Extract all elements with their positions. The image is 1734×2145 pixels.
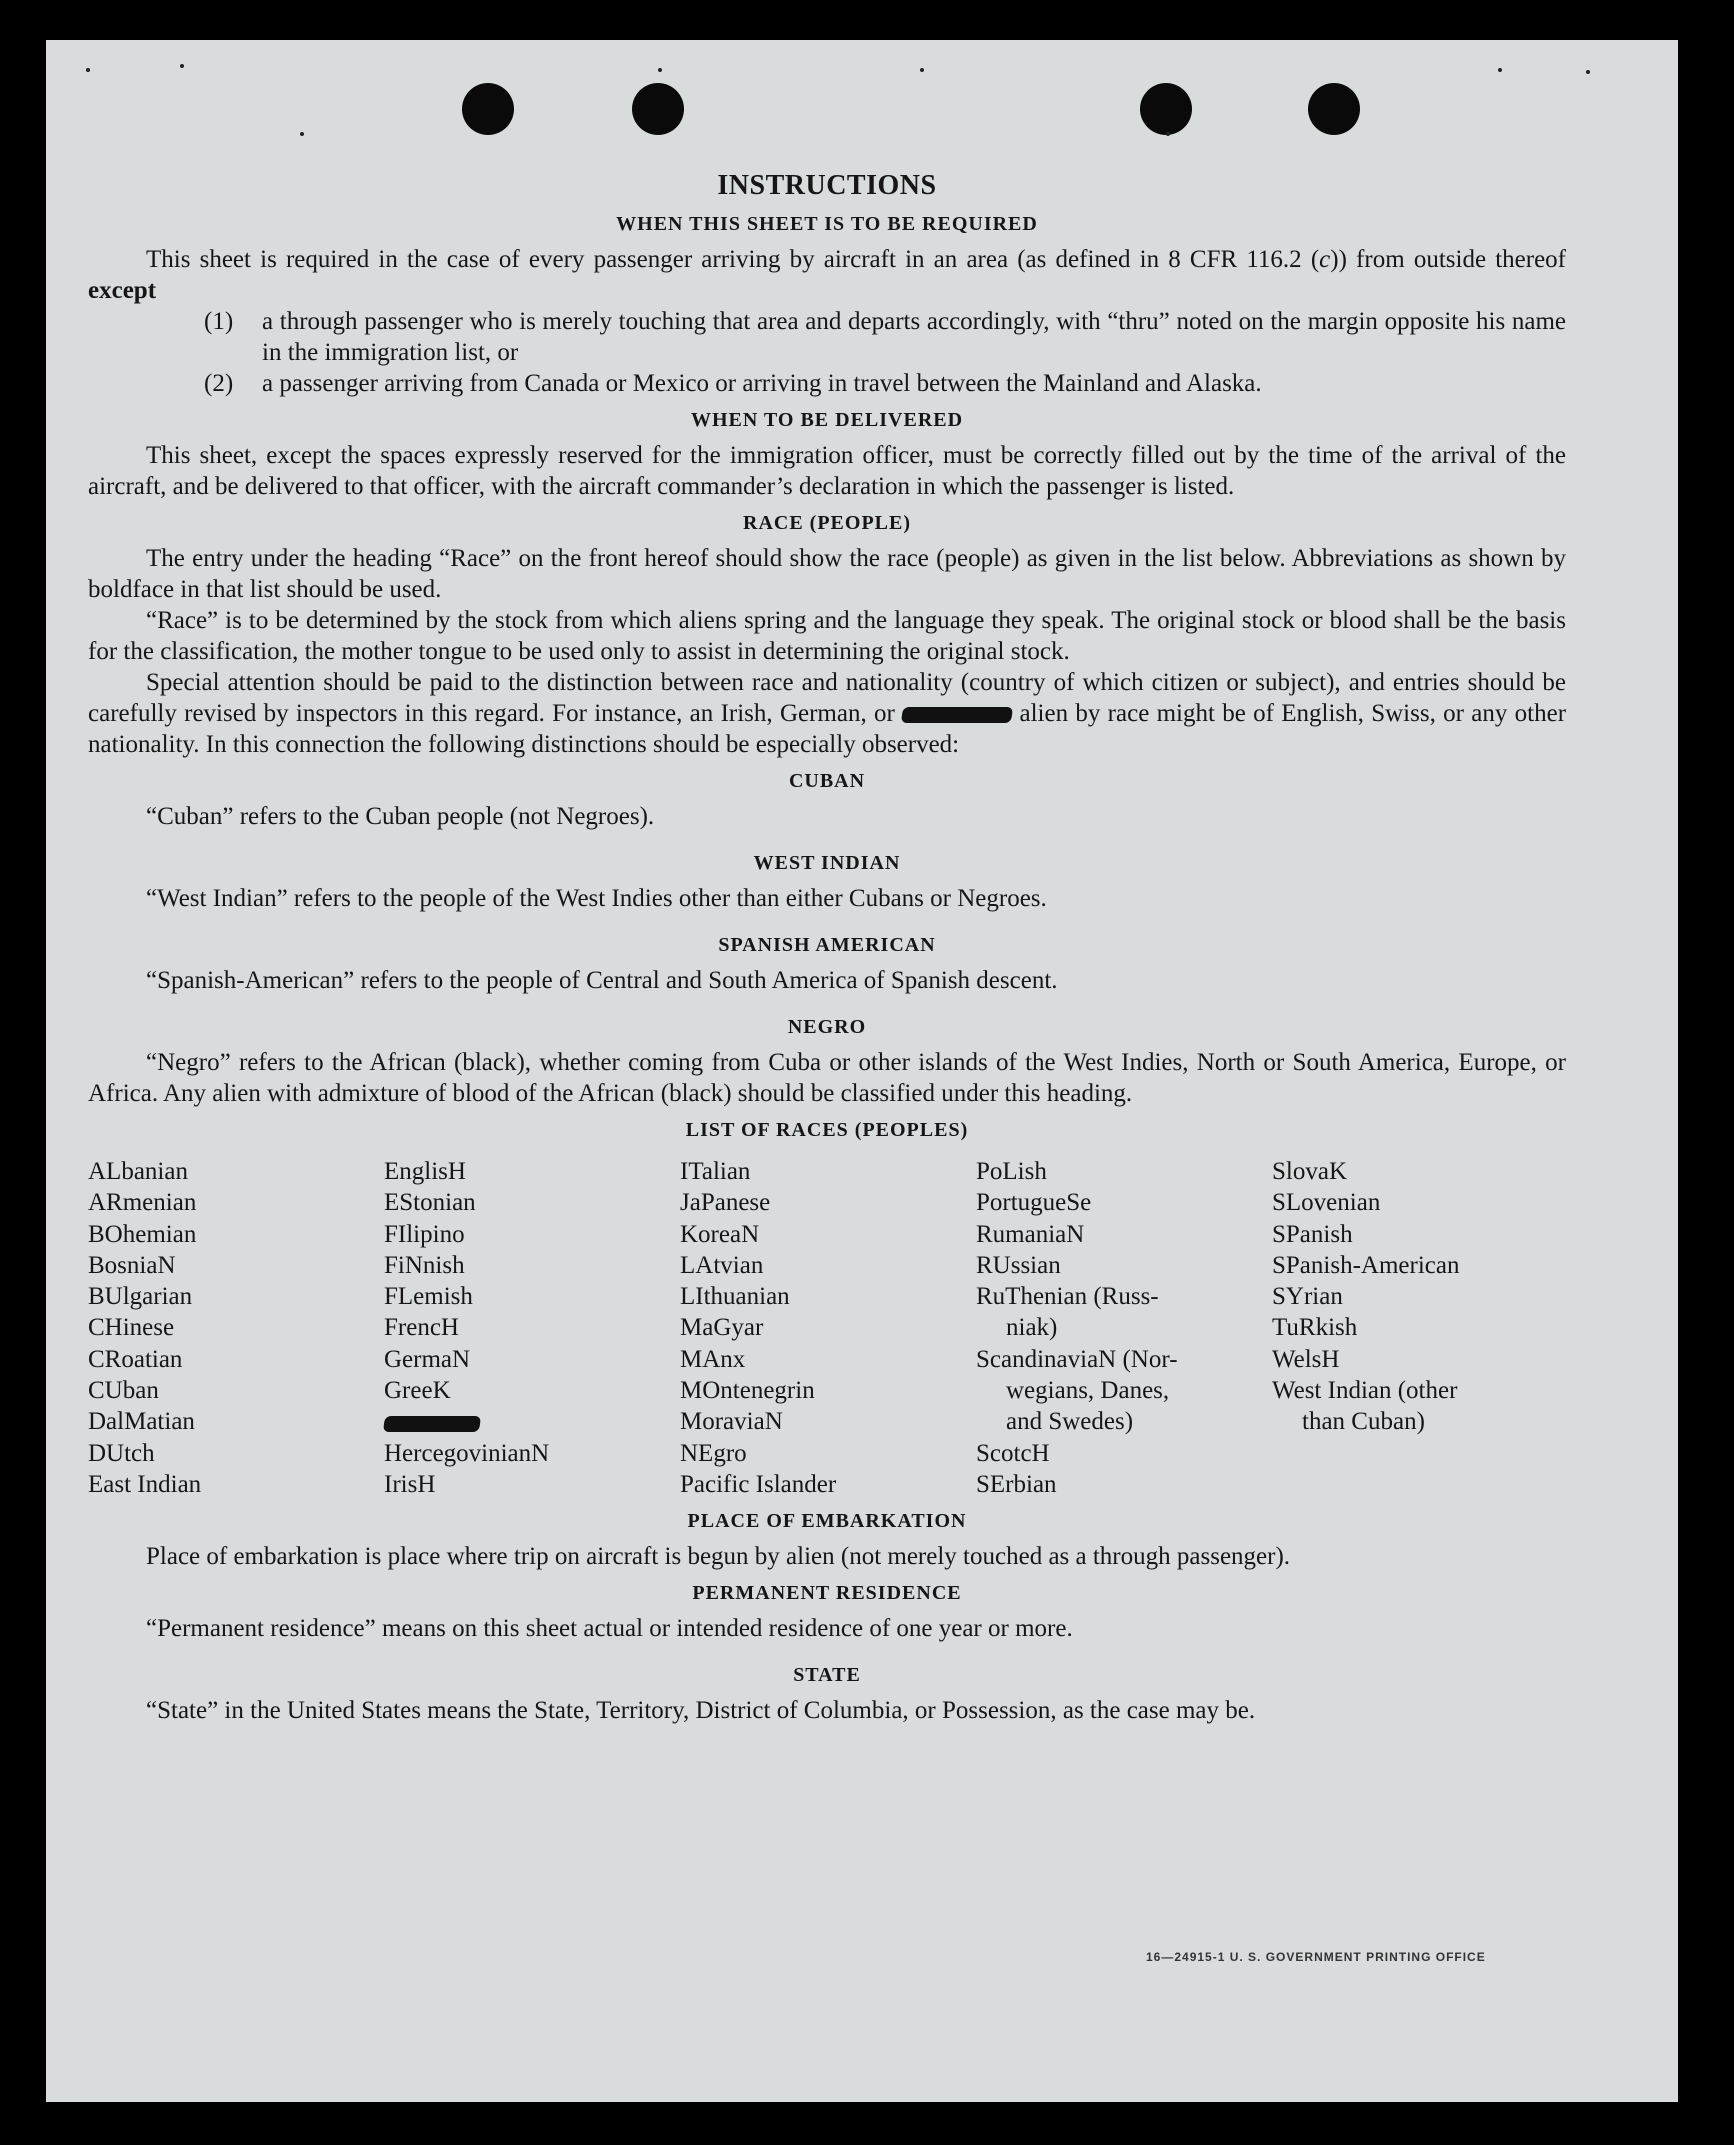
- race-entry: FLemish: [384, 1283, 473, 1311]
- speck: [1586, 70, 1590, 74]
- race-entry: FiNnish: [384, 1251, 465, 1279]
- race-entry: Pacific Islander: [680, 1470, 837, 1498]
- page-title: INSTRUCTIONS: [717, 170, 937, 201]
- race-entry: MaGyar: [680, 1314, 764, 1342]
- section-heading: WEST INDIAN: [753, 852, 901, 874]
- list-item: [88, 368, 1566, 399]
- race-paragraph: The entry under the heading “Race” on the front hereof should show the race (people) as given in the list below. Abbreviations as shown by boldface in that list should be used.: [88, 545, 1566, 603]
- negro-paragraph: “Negro” refers to the African (black), whether coming from Cuba or other islands of the West Indies, North or South America, Europe, or Africa. Any alien with admixture of blood of the African (black) should be classified under this heading.: [88, 1049, 1566, 1107]
- speck: [1166, 132, 1170, 136]
- instructions-body: [88, 170, 1566, 1726]
- race-entry: BOhemian: [88, 1220, 197, 1248]
- race-entry: SPanish-American: [1272, 1251, 1460, 1279]
- document-page: [46, 40, 1678, 2102]
- cuban-paragraph: “Cuban” refers to the Cuban people (not Negroes).: [146, 803, 655, 830]
- printing-office-code: 16—24915-1 U. S. GOVERNMENT PRINTING OFFICE: [1146, 1950, 1486, 1964]
- race-entry: FrencH: [384, 1314, 459, 1342]
- races-column: [976, 1156, 1272, 1500]
- race-entry: IrisH: [384, 1470, 436, 1498]
- section-heading: CUBAN: [788, 770, 866, 792]
- speck: [658, 68, 662, 72]
- race-entry: TuRkish: [1272, 1314, 1358, 1342]
- race-paragraph: “Race” is to be determined by the stock from which aliens spring and the language they speak. The original stock or blood shall be the basis for the classification, the mother tongue to be used only to assist in determining the original stock.: [88, 607, 1566, 665]
- punch-hole: [1140, 83, 1192, 135]
- race-entry: CUban: [88, 1377, 159, 1405]
- race-entry: EStonian: [384, 1189, 476, 1217]
- race-text: alien by race might be of English, Swiss, or any other nationality. In this connection the following distinctions should be especially observed:: [88, 700, 1567, 758]
- speck: [86, 68, 90, 72]
- race-entry: LAtvian: [680, 1251, 764, 1279]
- section-heading: SPANISH AMERICAN: [718, 934, 936, 956]
- race-entry: RuThenian (Russ-: [976, 1283, 1159, 1311]
- list-item-number: (2): [204, 370, 234, 397]
- race-entry: ARmenian: [88, 1189, 197, 1217]
- residence-paragraph: “Permanent residence” means on this sheet actual or intended residence of one year or more.: [146, 1615, 1073, 1643]
- punch-hole: [1308, 83, 1360, 135]
- race-entry: DalMatian: [88, 1408, 195, 1436]
- required-paragraph: [88, 244, 1566, 306]
- section-heading: PERMANENT RESIDENCE: [692, 1582, 962, 1605]
- race-entry: DUtch: [88, 1439, 155, 1467]
- delivered-paragraph: This sheet, except the spaces expressly reserved for the immigration officer, must be correctly filled out by the time of the arrival of the aircraft, and be delivered to that officer, with the aircraft commander’s declaration in which the passenger is listed.: [88, 442, 1566, 500]
- race-entry: CRoatian: [88, 1345, 183, 1373]
- section-heading: STATE: [793, 1664, 861, 1687]
- race-entry: SYrian: [1272, 1283, 1343, 1311]
- race-entry: RumaniaN: [976, 1220, 1085, 1248]
- speck: [1498, 68, 1502, 72]
- redaction-mark: [901, 707, 1013, 723]
- punch-hole: [462, 83, 514, 135]
- race-entry: East Indian: [88, 1470, 202, 1498]
- race-entry: FIlipino: [384, 1220, 465, 1248]
- list-item-text: a passenger arriving from Canada or Mexico or arriving in travel between the Mainland and Alaska.: [262, 370, 1262, 397]
- redaction-mark: [383, 1416, 481, 1432]
- speck: [300, 132, 304, 136]
- race-entry: MOntenegrin: [680, 1377, 815, 1405]
- list-item-number: (1): [204, 308, 234, 335]
- race-entry: NEgro: [680, 1439, 747, 1467]
- race-entry: BosniaN: [88, 1251, 176, 1279]
- required-text-italic: c: [1319, 246, 1331, 273]
- race-entry: MAnx: [680, 1345, 746, 1373]
- race-entry: wegians, Danes,: [1006, 1377, 1170, 1405]
- race-entry: LIthuanian: [680, 1283, 790, 1311]
- required-except: except: [88, 277, 157, 304]
- list-item: [88, 306, 1566, 368]
- race-entry: EnglisH: [384, 1158, 466, 1185]
- speck: [180, 64, 184, 68]
- races-column: [680, 1156, 976, 1500]
- race-entry: SErbian: [976, 1470, 1057, 1498]
- race-entry: SlovaK: [1272, 1158, 1347, 1185]
- section-heading: PLACE OF EMBARKATION: [687, 1510, 967, 1533]
- list-item-text: a through passenger who is merely touching that area and departs accordingly, with “thru” noted on the margin opposite his name in the immigration list, or: [262, 308, 1566, 366]
- race-entry: [384, 1406, 680, 1437]
- section-heading: LIST OF RACES (PEOPLES): [685, 1119, 969, 1141]
- race-entry: WelsH: [1272, 1345, 1340, 1373]
- speck: [920, 68, 924, 72]
- race-entry: West Indian (other: [1272, 1377, 1458, 1405]
- race-entry: HercegovinianN: [384, 1439, 550, 1467]
- race-entry: PortugueSe: [976, 1189, 1092, 1217]
- spanish-american-paragraph: “Spanish-American” refers to the people of Central and South America of Spanish descent.: [146, 967, 1058, 994]
- punch-hole: [632, 83, 684, 135]
- races-list: [88, 1156, 1566, 1500]
- race-entry: PoLish: [976, 1158, 1047, 1185]
- race-entry: SLovenian: [1272, 1189, 1381, 1217]
- race-entry: ALbanian: [88, 1158, 188, 1185]
- race-entry: ITalian: [680, 1158, 751, 1185]
- race-text: Special attention should be paid to the distinction between race and nationality (country of which citizen or subject), and entries should be carefully revised by inspectors in this regard. For instance, an Irish, German, or: [88, 669, 1566, 727]
- section-heading: WHEN TO BE DELIVERED: [690, 409, 964, 431]
- races-column: [1272, 1156, 1568, 1500]
- race-entry: GreeK: [384, 1377, 451, 1405]
- race-entry: ScotcH: [976, 1439, 1050, 1467]
- section-heading: NEGRO: [787, 1016, 867, 1038]
- state-paragraph: “State” in the United States means the State, Territory, District of Columbia, or Possession, as the case may be.: [146, 1697, 1256, 1725]
- race-entry: RUssian: [976, 1251, 1061, 1279]
- race-entry: ScandinaviaN (Nor-: [976, 1345, 1178, 1373]
- race-entry: SPanish: [1272, 1220, 1353, 1248]
- west-indian-paragraph: “West Indian” refers to the people of the West Indies other than either Cubans or Negroes.: [146, 885, 1047, 912]
- required-text: This sheet is required in the case of every passenger arriving by aircraft in an area (as defined in 8 CFR 116.2 (: [146, 246, 1320, 273]
- race-paragraph: [88, 667, 1566, 760]
- race-entry: niak): [1006, 1314, 1058, 1342]
- race-entry: CHinese: [88, 1314, 175, 1342]
- required-text: )) from outside thereof: [1330, 246, 1566, 273]
- race-entry: than Cuban): [1302, 1408, 1425, 1436]
- section-heading: WHEN THIS SHEET IS TO BE REQUIRED: [616, 213, 1038, 235]
- embarkation-paragraph: Place of embarkation is place where trip on aircraft is begun by alien (not merely touched as a through passenger).: [146, 1543, 1291, 1571]
- race-entry: and Swedes): [1006, 1408, 1134, 1436]
- races-column: [384, 1156, 680, 1500]
- races-column: [88, 1156, 384, 1500]
- race-entry: MoraviaN: [680, 1408, 783, 1436]
- section-heading: RACE (PEOPLE): [743, 512, 911, 534]
- race-entry: GermaN: [384, 1345, 471, 1373]
- race-entry: JaPanese: [680, 1189, 771, 1217]
- race-entry: BUlgarian: [88, 1283, 193, 1311]
- race-entry: KoreaN: [680, 1220, 760, 1248]
